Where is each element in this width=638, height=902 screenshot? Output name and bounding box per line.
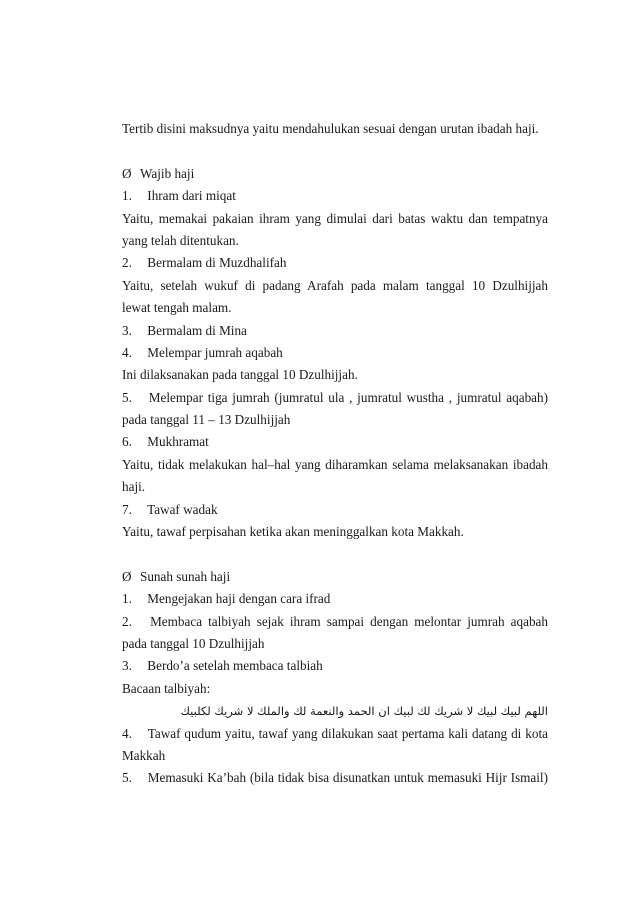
wajib-heading — [122, 163, 548, 185]
item-title: Mukhramat — [147, 434, 209, 450]
item-number: 4. — [122, 725, 132, 741]
item-number: 6. — [122, 434, 132, 450]
wajib-item-1 — [122, 185, 548, 207]
wajib-item-4-desc-1: Ini dilaksanakan pada tanggal 10 Dzulhijjah. — [122, 367, 358, 383]
sunah-heading-text: Sunah sunah haji — [140, 568, 231, 584]
wajib-item-7 — [122, 499, 548, 521]
item-title: Mengejakan haji dengan cara ifrad — [147, 591, 331, 607]
item-number: 3. — [122, 658, 132, 674]
wajib-item-2-desc-2: lewat tengah malam. — [122, 300, 232, 316]
item-number: 1. — [122, 188, 132, 204]
item-number: 2. — [122, 255, 132, 271]
wajib-item-1-desc-1: Yaitu, memakai pakaian ihram yang dimulai dari batas waktu dan tempatnya — [122, 210, 548, 226]
sunah-heading — [122, 566, 548, 588]
bullet-arrow-icon: Ø — [122, 165, 132, 181]
sunah-item-4 — [122, 723, 548, 745]
item-title: Ihram dari miqat — [147, 188, 236, 204]
intro-text: Tertib disini maksudnya yaitu mendahulukan sesuai dengan urutan ibadah haji. — [122, 121, 539, 136]
wajib-item-2-desc-1: Yaitu, setelah wukuf di padang Arafah pada malam tanggal 10 Dzulhijjah — [122, 277, 548, 293]
bullet-arrow-icon: Ø — [122, 568, 132, 584]
item-number: 5. — [122, 770, 132, 786]
sunah-item-2-desc: pada tanggal 10 Dzulhijjah — [122, 635, 265, 651]
item-title: Tawaf wadak — [147, 501, 218, 517]
wajib-item-1-desc-2: yang telah ditentukan. — [122, 232, 239, 248]
sunah-item-2 — [122, 611, 548, 633]
sunah-item-3 — [122, 655, 548, 677]
item-title: Melempar jumrah aqabah — [147, 344, 283, 360]
sunah-item-1 — [122, 588, 548, 610]
item-number: 1. — [122, 591, 132, 607]
item-title: Melempar tiga jumrah (jumratul ula , jumratul wustha , jumratul aqabah) — [148, 389, 548, 405]
wajib-heading-text: Wajib haji — [140, 165, 195, 181]
wajib-item-6-desc-2: haji. — [122, 479, 146, 495]
spacer — [122, 140, 548, 162]
item-title: Berdo’a setelah membaca talbiah — [147, 658, 323, 674]
wajib-item-5 — [122, 387, 548, 409]
wajib-item-6 — [122, 431, 548, 453]
wajib-item-7-desc-1: Yaitu, tawaf perpisahan ketika akan meninggalkan kota Makkah. — [122, 524, 464, 540]
item-number: 3. — [122, 322, 132, 338]
sunah-item-4-desc: Makkah — [122, 747, 166, 763]
document-body — [122, 118, 548, 790]
item-number: 2. — [122, 613, 132, 629]
spacer — [122, 543, 548, 565]
item-title: Bermalam di Muzdhalifah — [147, 255, 287, 271]
wajib-item-2 — [122, 252, 548, 274]
wajib-item-4 — [122, 342, 548, 364]
item-title: Membaca talbiyah sejak ihram sampai dengan melontar jumrah aqabah — [150, 613, 548, 629]
item-title: Tawaf qudum yaitu, tawaf yang dilakukan saat pertama kali datang di kota — [147, 725, 548, 741]
item-number: 7. — [122, 501, 132, 517]
item-number: 5. — [122, 389, 132, 405]
sunah-item-5 — [122, 767, 548, 789]
item-number: 4. — [122, 344, 132, 360]
wajib-item-5-desc-1: pada tanggal 11 – 13 Dzulhijjah — [122, 412, 291, 428]
item-title: Bermalam di Mina — [147, 322, 247, 338]
item-title: Memasuki Ka’bah (bila tidak bisa disunatkan untuk memasuki Hijr Ismail) — [147, 770, 548, 786]
wajib-item-6-desc-1: Yaitu, tidak melakukan hal–hal yang diharamkan selama melaksanakan ibadah — [122, 456, 548, 472]
talbiyah-label: Bacaan talbiyah: — [122, 680, 211, 696]
wajib-item-3 — [122, 320, 548, 342]
talbiyah-arabic-text: اللهم لبيك لبيك لا شريك لك لبيك ان الحمد والنعمة لك والملك لا شريك لكلبيك — [180, 704, 548, 719]
